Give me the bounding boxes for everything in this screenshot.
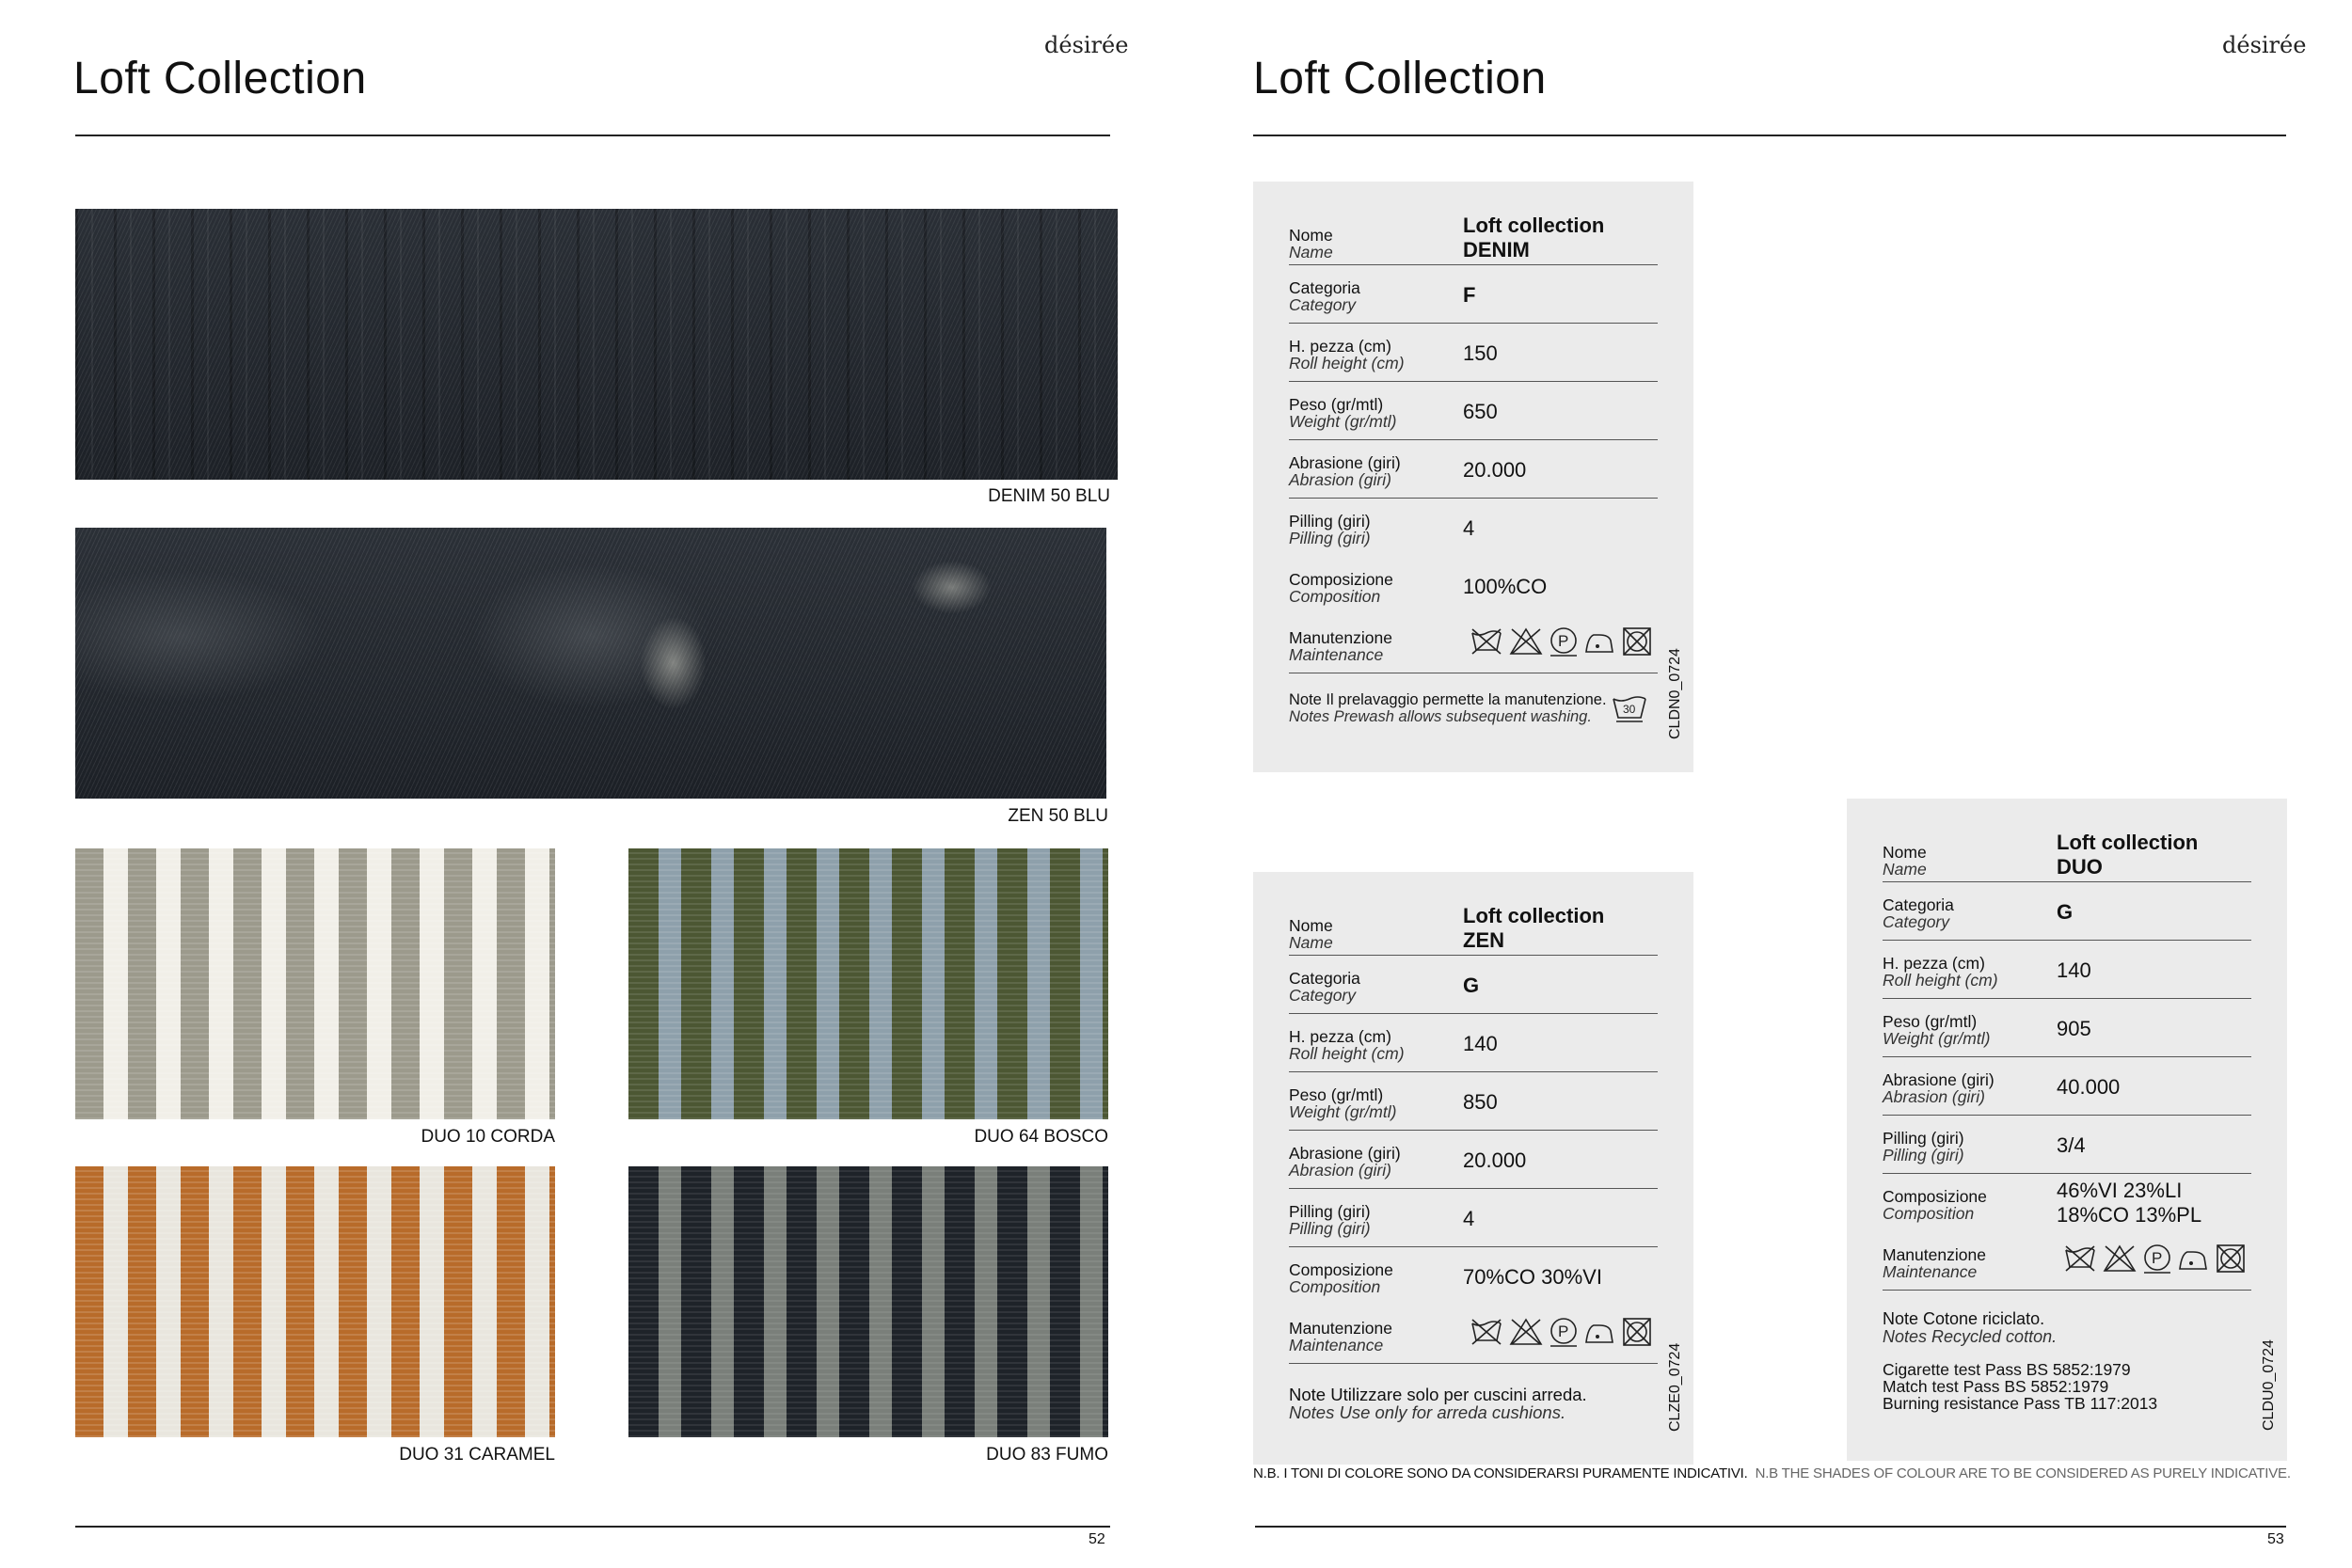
no-wash-icon [2066,1246,2094,1271]
note-it: Note Il prelavaggio permette la manutenzione. [1289,691,1607,708]
header-rule [75,135,1110,136]
value: 3/4 [2057,1133,2086,1157]
label: Manutenzione [1289,1319,1392,1338]
spec-row-composition [1289,1246,1658,1305]
no-bleach-icon [2105,1246,2135,1271]
label: Manutenzione [1289,628,1392,647]
page-title: Loft Collection [73,54,367,103]
product-name: Loft collection [2057,831,2199,854]
value: 20.000 [1463,458,1527,482]
test-results [1883,1361,2157,1412]
label: Pilling (giri) [1289,512,1371,531]
dry-clean-p-icon [1550,628,1577,656]
label: Nome [1289,916,1333,935]
note-it: Note Cotone riciclato. [1883,1309,2045,1328]
label: Peso (gr/mtl) [1289,395,1384,414]
spec-row-name [1289,214,1658,265]
spec-card-denim [1253,182,1693,772]
footer-rule [75,1526,1110,1528]
swatch-caption: DENIM 50 BLU [988,486,1110,506]
iron-low-icon [1586,1325,1613,1342]
swatch-caption: DUO 83 FUMO [986,1445,1108,1465]
label-en: Category [1289,295,1357,314]
label-en: Weight (gr/mtl) [1289,412,1397,431]
card-note [1289,1386,1587,1421]
value: 905 [2057,1017,2091,1040]
header-rule [1253,135,2286,136]
label-en: Weight (gr/mtl) [1883,1029,1991,1048]
label-en: Maintenance [1289,645,1384,664]
spec-row-pilling [1883,1115,2251,1174]
label: Composizione [1289,1260,1393,1279]
label-en: Roll height (cm) [1289,354,1405,372]
label: Pilling (giri) [1289,1202,1371,1221]
care-icons [1470,1316,1658,1348]
wash-temp: 30 [1623,703,1636,716]
page-number: 52 [1089,1531,1105,1547]
swatch-caption: DUO 64 BOSCO [974,1127,1108,1147]
label-en: Name [1883,860,1927,879]
label-en: Category [1883,912,1950,931]
value: 20.000 [1463,1148,1527,1172]
label-en: Pilling (giri) [1289,1219,1371,1238]
spec-row-roll-height [1289,323,1658,382]
label: Nome [1289,226,1333,245]
brand-logo: désirée [1044,32,1129,58]
care-icons [1470,626,1658,657]
label: H. pezza (cm) [1289,337,1391,356]
label-en: Maintenance [1289,1336,1384,1354]
swatch-zen-50-blu [75,528,1106,799]
spec-row-composition [1883,1173,2251,1231]
dry-clean-p-icon [2144,1245,2170,1273]
card-note [1289,691,1607,725]
spec-row-pilling [1289,498,1658,556]
care-icons [2063,1243,2251,1275]
value: 650 [1463,400,1498,423]
colour-disclaimer [1253,1465,2291,1481]
spec-card-duo [1847,799,2287,1461]
iron-low-icon [1586,635,1613,652]
spec-row-roll-height [1289,1013,1658,1072]
value: F [1463,283,1476,307]
spec-row-name [1883,831,2251,882]
product-name-line2: DENIM [1463,238,1530,261]
svg-text:P: P [1558,632,1569,650]
no-wash-icon [1472,1320,1501,1344]
spec-row-weight [1289,381,1658,440]
label-en: Composition [1289,1277,1381,1296]
label: Composizione [1289,570,1393,589]
card-note [1883,1310,2057,1346]
swatch-duo-31-caramel [75,1166,555,1437]
label-en: Abrasion (giri) [1289,470,1391,489]
swatch-duo-83-fumo [628,1166,1108,1437]
value: 140 [1463,1032,1498,1055]
label: Peso (gr/mtl) [1289,1085,1384,1104]
spec-row-abrasion [1289,1130,1658,1189]
label: Peso (gr/mtl) [1883,1012,1978,1031]
label-en: Weight (gr/mtl) [1289,1102,1397,1121]
label-en: Pilling (giri) [1883,1146,1964,1164]
no-tumble-dry-icon [1624,628,1650,655]
swatch-caption: DUO 31 CARAMEL [399,1445,555,1465]
label-en: Abrasion (giri) [1289,1161,1391,1180]
spec-row-maintenance [1289,1305,1658,1364]
spec-row-category [1289,955,1658,1014]
value: G [2057,900,2074,924]
label-en: Composition [1289,587,1381,606]
label: Categoria [1289,278,1360,297]
label: H. pezza (cm) [1289,1027,1391,1046]
swatch-duo-64-bosco [628,848,1108,1119]
product-name: Loft collection [1463,904,1605,927]
iron-low-icon [2180,1252,2206,1269]
label: Categoria [1289,969,1360,988]
test-match: Match test Pass BS 5852:1979 [1883,1377,2109,1396]
note-en: Notes Use only for arreda cushions. [1289,1402,1566,1422]
label-en: Pilling (giri) [1289,529,1371,547]
swatch-duo-10-corda [75,848,555,1119]
label: Abrasione (giri) [1289,453,1401,472]
footer-rule [1255,1526,2286,1528]
product-code: CLZE0_0724 [1667,1342,1683,1432]
swatch-caption: ZEN 50 BLU [1008,806,1108,826]
value: G [1463,974,1480,997]
label: Categoria [1883,895,1954,914]
spec-row-weight [1883,998,2251,1057]
label-en: Roll height (cm) [1289,1044,1405,1063]
svg-text:P: P [2152,1249,2163,1267]
value: 4 [1463,1207,1475,1230]
spec-row-abrasion [1289,439,1658,499]
label: Nome [1883,843,1927,862]
spec-row-category [1289,264,1658,324]
no-bleach-icon [1511,1320,1541,1344]
spec-row-name [1289,904,1658,956]
no-wash-icon [1472,629,1501,654]
value: 100%CO [1463,575,1548,598]
value: 850 [1463,1090,1498,1114]
product-name: Loft collection [1463,214,1605,237]
product-code: CLDU0_0724 [2261,1339,2277,1431]
label: Composizione [1883,1187,1987,1206]
svg-text:P: P [1558,1323,1569,1340]
label-en: Name [1289,933,1333,952]
dry-clean-p-icon [1550,1319,1577,1346]
swatch-caption: DUO 10 CORDA [421,1127,555,1147]
label-en: Category [1289,986,1357,1005]
value-line2: 18%CO 13%PL [2057,1203,2202,1227]
label-en: Abrasion (giri) [1883,1087,1985,1106]
swatch-denim-50-blu [75,209,1118,480]
label-en: Composition [1883,1204,1975,1223]
value-line1: 46%VI 23%LI [2057,1179,2183,1202]
label-en: Maintenance [1883,1262,1978,1281]
label: Abrasione (giri) [1883,1070,1994,1089]
page-title: Loft Collection [1253,54,1547,103]
disclaimer-en: N.B THE SHADES OF COLOUR ARE TO BE CONSIDERED AS PURELY INDICATIVE. [1755,1465,2291,1481]
spec-row-weight [1289,1071,1658,1131]
value: 140 [2057,958,2091,982]
label: Pilling (giri) [1883,1129,1964,1148]
right-page [1176,0,2352,1568]
test-cigarette: Cigarette test Pass BS 5852:1979 [1883,1360,2131,1379]
spec-row-composition [1289,556,1658,614]
wash-30-icon [1611,691,1648,723]
product-code: CLDN0_0724 [1667,648,1683,739]
no-tumble-dry-icon [2217,1245,2244,1272]
no-tumble-dry-icon [1624,1319,1650,1345]
spec-row-category [1883,881,2251,941]
note-en: Notes Recycled cotton. [1883,1327,2058,1346]
test-burning: Burning resistance Pass TB 117:2013 [1883,1394,2158,1413]
value: 4 [1463,516,1475,540]
no-bleach-icon [1511,629,1541,654]
product-name-line2: ZEN [1463,928,1504,952]
spec-row-pilling [1289,1188,1658,1247]
spec-card-zen [1253,872,1693,1465]
product-name-line2: DUO [2057,855,2103,879]
value: 40.000 [2057,1075,2121,1099]
value: 70%CO 30%VI [1463,1265,1602,1289]
spec-row-maintenance [1883,1231,2251,1291]
label: H. pezza (cm) [1883,954,1985,973]
label: Abrasione (giri) [1289,1144,1401,1163]
label-en: Roll height (cm) [1883,971,1998,990]
disclaimer-it: N.B. I TONI DI COLORE SONO DA CONSIDERARSI PURAMENTE INDICATIVI. [1253,1465,1748,1481]
label: Manutenzione [1883,1245,1986,1264]
label-en: Name [1289,243,1333,261]
spec-row-abrasion [1883,1056,2251,1116]
value: 150 [1463,341,1498,365]
page-number: 53 [2267,1531,2284,1547]
brand-logo: désirée [2222,32,2307,58]
note-en: Notes Prewash allows subsequent washing. [1289,708,1592,725]
spec-row-maintenance [1289,614,1658,673]
spec-row-roll-height [1883,940,2251,999]
note-it: Note Utilizzare solo per cuscini arreda. [1289,1385,1587,1404]
